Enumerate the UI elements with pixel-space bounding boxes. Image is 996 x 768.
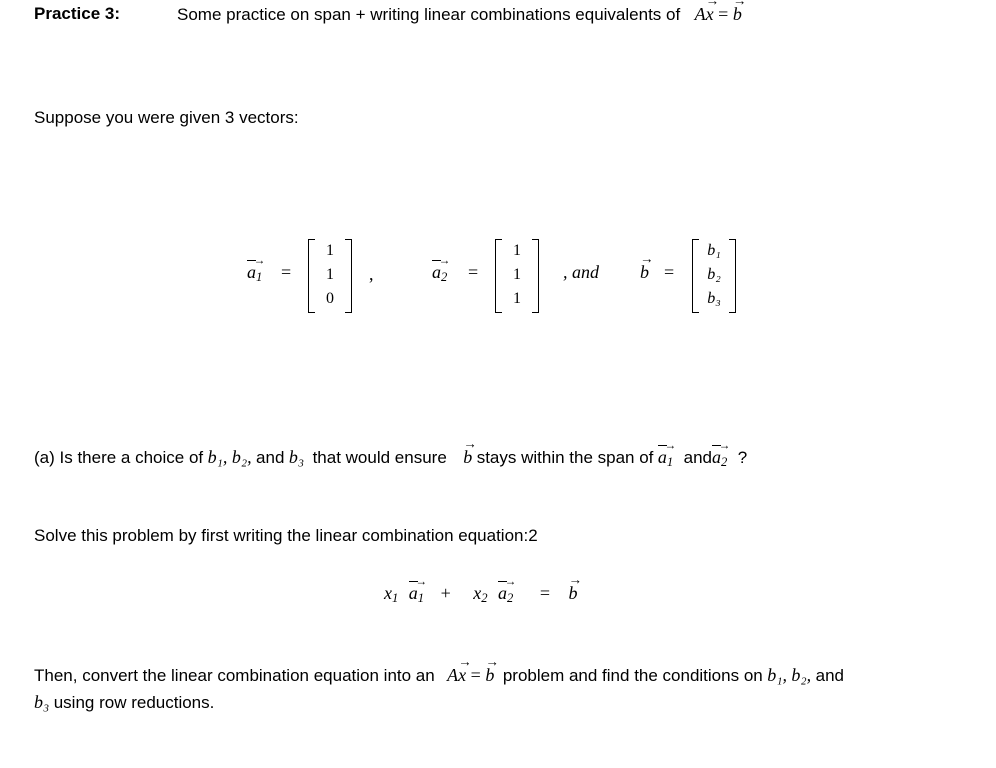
vector-a1-label: $a_1$ → [247,262,262,285]
matrix-A: A [694,4,706,24]
question-a-a2: $a_2$ → [712,447,727,467]
conclusion-and: and [815,666,844,685]
question-a-a1: $a_1$ → [658,447,673,467]
equals-a2: = [468,262,479,282]
vector-a2-label: $a_2$ → [432,262,447,285]
conclusion-text-1: Then, convert the linear combination equation into an [34,666,435,685]
question-a-b3: b₃ [288,447,305,467]
equals-a1: = [281,262,292,282]
header-equation [695,4,742,24]
b-entry-3: b₃ [707,290,721,307]
question-a-and-2: and [683,448,712,467]
lc-a2: $a_2$ → [498,583,513,606]
vector-b-label: b → [640,262,649,283]
question-a-text-1: (a) Is there a choice of [34,448,204,467]
b-entry-2: b₂ [707,266,721,283]
comma-1: , [369,264,374,284]
conclusion-line-2 [34,692,214,713]
conclusion-equation: Ax → = b → [447,665,499,685]
question-a-qmark: ? [737,448,748,467]
lc-b: b → [569,583,578,604]
lc-a1: $a_1$ → [409,583,424,606]
practice-subtitle: Some practice on span + writing linear combinations equivalents of [177,5,681,24]
vector-a2-matrix [495,239,539,311]
a1-entry-1: 1 [326,242,334,259]
conclusion-b2: b₂, [791,665,812,685]
conclusion-b1: b₁, [767,665,787,685]
equals-sign: = [718,4,729,24]
coef-x2: $x_2$ [473,583,488,606]
a2-entry-1: 1 [513,242,521,259]
a2-entry-2: 1 [513,266,521,283]
a2-entry-3: 1 [513,290,521,307]
question-a-b2: b₂, [231,447,252,467]
linear-combination-equation [384,583,578,606]
conclusion-line-1 [34,665,844,686]
conclusion-b3: b₃ [34,692,50,712]
practice-subtitle-line [177,4,742,25]
question-a-bvec: b → [463,447,472,467]
question-a [34,447,747,470]
a1-entry-2: 1 [326,266,334,283]
b-entry-1: b₁ [707,242,721,259]
practice-label: Practice 3: [34,4,120,23]
conclusion-text-3: using row reductions. [53,693,215,712]
solve-instruction: Solve this problem by first writing the linear combination equation:2 [34,526,538,545]
vector-a1-matrix [308,239,352,311]
a1-entry-3: 0 [326,290,334,307]
vector-b: b → [733,4,742,25]
equals-b: = [664,262,675,282]
question-a-b1: b₁, [207,447,228,467]
question-a-text-2: that would ensure [312,448,447,467]
vector-b-matrix [692,239,736,311]
coef-x1: $x_1$ [384,583,399,606]
and-word: , and [563,262,599,282]
vector-x: x → [706,4,714,25]
intro-text: Suppose you were given 3 vectors: [34,108,299,127]
question-a-and: and [256,448,285,467]
conclusion-text-2: problem and find the conditions on [502,666,763,685]
plus-sign: + [440,583,451,603]
question-a-text-3: stays within the span of [476,448,654,467]
lc-equals: = [539,583,550,603]
